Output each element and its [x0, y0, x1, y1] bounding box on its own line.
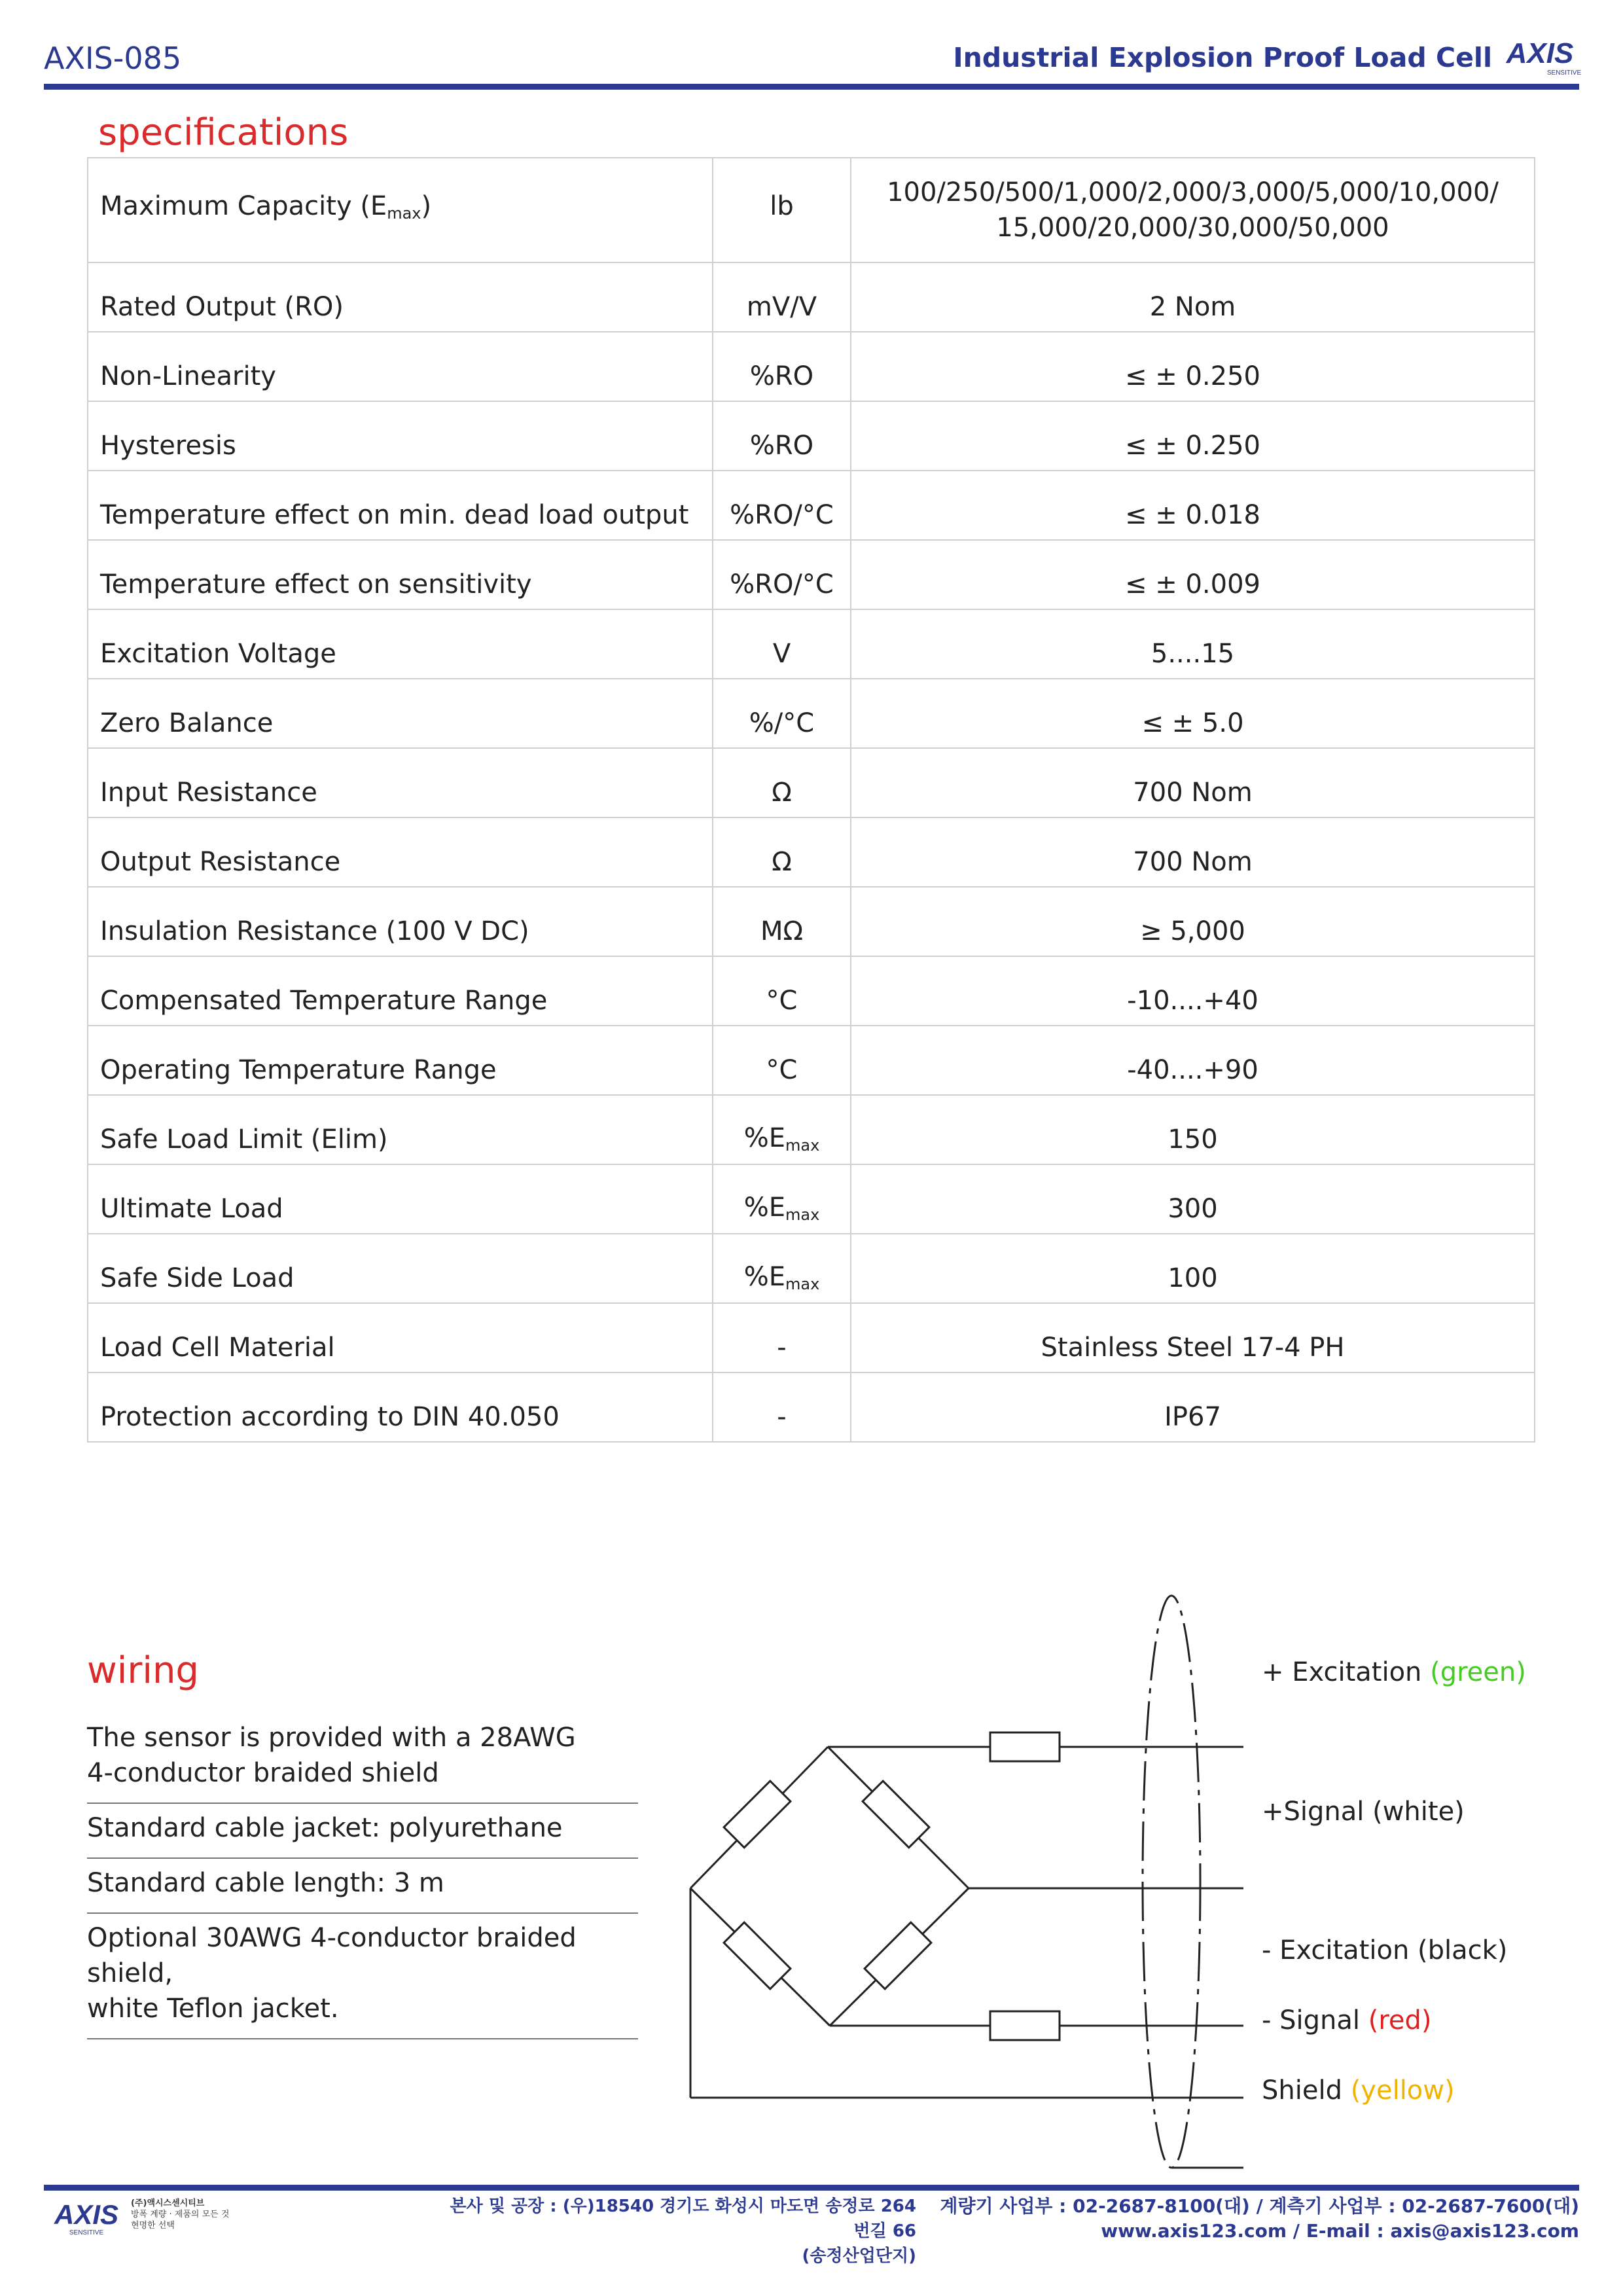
footer-address: [438, 2194, 916, 2269]
bridge-edge-bottom-right: [830, 1888, 969, 2026]
spec-row: [88, 1303, 1535, 1372]
wire-label: - Excitation (black): [1262, 1935, 1508, 1965]
spec-row: [88, 1095, 1535, 1164]
spec-unit: °C: [713, 1026, 851, 1095]
spec-label: Ultimate Load: [88, 1164, 713, 1234]
spec-label: Protection according to DIN 40.050: [88, 1372, 713, 1442]
spec-row: [88, 679, 1535, 748]
spec-value: 700 Nom: [851, 748, 1535, 817]
spec-label: Output Resistance: [88, 817, 713, 887]
spec-row: [88, 471, 1535, 540]
spec-row: [88, 609, 1535, 679]
spec-unit: %RO: [713, 401, 851, 471]
spec-value: 5....15: [851, 609, 1535, 679]
spec-unit: V: [713, 609, 851, 679]
spec-row: [88, 1164, 1535, 1234]
phone-line: 계량기 사업부 : 02-2687-8100(대) / 계측기 사업부 : 02-2687-7600(대): [940, 2195, 1579, 2217]
spec-unit: Ω: [713, 748, 851, 817]
spec-unit: %RO/°C: [713, 540, 851, 609]
spec-value: ≥ 5,000: [851, 887, 1535, 956]
spec-value: ≤ ± 0.009: [851, 540, 1535, 609]
logo-text: AXIS: [1506, 38, 1574, 69]
spec-unit: %/°C: [713, 679, 851, 748]
wire-label: Shield (yellow): [1262, 2075, 1455, 2106]
bridge-resistor: [863, 1781, 929, 1848]
model-number: AXIS-085: [44, 41, 182, 76]
spec-row: [88, 401, 1535, 471]
spec-row: [88, 1372, 1535, 1442]
spec-unit: %RO: [713, 332, 851, 401]
spec-value: ≤ ± 0.250: [851, 401, 1535, 471]
spec-value: 150: [851, 1095, 1535, 1164]
spec-row: [88, 262, 1535, 332]
spec-unit: -: [713, 1303, 851, 1372]
braided-shield-outline: [1143, 1596, 1200, 2168]
footer-contact: [940, 2194, 1579, 2244]
company-slogan: 방폭 계량 · 제품의 모든 것: [131, 2210, 230, 2219]
spec-unit: °C: [713, 956, 851, 1026]
spec-label: Safe Side Load: [88, 1234, 713, 1303]
spec-row: [88, 158, 1535, 262]
spec-value: ≤ ± 0.018: [851, 471, 1535, 540]
wire-label: - Signal (red): [1262, 2005, 1432, 2036]
bridge-edge-top-right: [828, 1747, 969, 1888]
spec-label: Operating Temperature Range: [88, 1026, 713, 1095]
spec-label: Maximum Capacity $(E_{max})$: [88, 158, 713, 262]
wiring-note: The sensor is provided with a 28AWG 4-conductor braided shield: [87, 1713, 638, 1804]
company-name: (주)액시스센시티브: [131, 2198, 205, 2208]
series-resistor: [990, 1732, 1060, 1761]
address-line: (송정산업단지): [802, 2246, 916, 2266]
footer-company: [131, 2198, 229, 2231]
spec-row: [88, 1026, 1535, 1095]
wire-label: +Signal (white): [1262, 1797, 1465, 1827]
spec-unit: MΩ: [713, 887, 851, 956]
specifications-title: specifications: [98, 111, 349, 154]
spec-label: Compensated Temperature Range: [88, 956, 713, 1026]
bridge-resistor: [724, 1922, 791, 1989]
bridge-resistor: [724, 1781, 791, 1848]
spec-row: [88, 956, 1535, 1026]
spec-value: -40....+90: [851, 1026, 1535, 1095]
spec-value: IP67: [851, 1372, 1535, 1442]
spec-label: Insulation Resistance (100 V DC): [88, 887, 713, 956]
spec-value: ≤ ± 5.0: [851, 679, 1535, 748]
wiring-notes: [87, 1713, 638, 2039]
bridge-edge-top-left: [690, 1747, 828, 1888]
header-rule: [44, 84, 1579, 90]
spec-value: -10....+40: [851, 956, 1535, 1026]
spec-value: Stainless Steel 17-4 PH: [851, 1303, 1535, 1372]
spec-label: Excitation Voltage: [88, 609, 713, 679]
spec-label: Input Resistance: [88, 748, 713, 817]
spec-label: Zero Balance: [88, 679, 713, 748]
wiring-title: wiring: [87, 1649, 199, 1692]
footer-axis-logo: [44, 2200, 129, 2236]
spec-value: 100/250/500/1,000/2,000/3,000/5,000/10,000/ 15,000/20,000/30,000/50,000: [851, 158, 1535, 262]
wire-color-name: (green): [1430, 1657, 1526, 1687]
spec-unit: lb: [713, 158, 851, 262]
document-title: Industrial Explosion Proof Load Cell: [953, 42, 1492, 73]
spec-value: 2 Nom: [851, 262, 1535, 332]
spec-label: Hysteresis: [88, 401, 713, 471]
spec-label: Temperature effect on sensitivity: [88, 540, 713, 609]
specifications-table: [87, 157, 1535, 1443]
spec-unit: Ω: [713, 817, 851, 887]
spec-value: 100: [851, 1234, 1535, 1303]
spec-row: [88, 748, 1535, 817]
spec-unit: $\%E_{max}$: [713, 1095, 851, 1164]
spec-unit: -: [713, 1372, 851, 1442]
wiring-note: Optional 30AWG 4-conductor braided shield, white Teflon jacket.: [87, 1914, 638, 2039]
wire-color-name: (yellow): [1350, 2075, 1455, 2106]
address-line: 본사 및 공장 : (우)18540 경기도 화성시 마도면 송정로 264번길 66: [450, 2197, 916, 2241]
spec-value: 700 Nom: [851, 817, 1535, 887]
spec-row: [88, 817, 1535, 887]
spec-row: [88, 887, 1535, 956]
spec-row: [88, 332, 1535, 401]
footer-logo-text: AXIS: [54, 2200, 119, 2230]
wiring-note: Standard cable jacket: polyurethane: [87, 1804, 638, 1859]
footer-logo-subtext: SENSITIVE: [69, 2229, 104, 2236]
spec-row: [88, 1234, 1535, 1303]
company-slogan-2: 현명한 선택: [131, 2221, 175, 2231]
spec-unit: $\%E_{max}$: [713, 1164, 851, 1234]
spec-value: ≤ ± 0.250: [851, 332, 1535, 401]
spec-label: Non-Linearity: [88, 332, 713, 401]
wiring-note: Standard cable length: 3 m: [87, 1859, 638, 1914]
spec-label: Temperature effect on min. dead load output: [88, 471, 713, 540]
spec-label: Rated Output (RO): [88, 262, 713, 332]
wire-color-name: (red): [1368, 2005, 1432, 2036]
bridge-resistor: [865, 1922, 931, 1989]
spec-value: 300: [851, 1164, 1535, 1234]
logo-subtext: SENSITIVE: [1546, 69, 1581, 77]
spec-row: [88, 540, 1535, 609]
spec-label: Safe Load Limit (Elim): [88, 1095, 713, 1164]
series-resistor: [990, 2011, 1060, 2040]
spec-unit: %RO/°C: [713, 471, 851, 540]
web-email-line: www.axis123.com / E-mail : axis@axis123.com: [1101, 2220, 1579, 2242]
spec-label: Load Cell Material: [88, 1303, 713, 1372]
wire-label: + Excitation (green): [1262, 1657, 1526, 1687]
spec-unit: mV/V: [713, 262, 851, 332]
axis-logo: [1499, 38, 1581, 77]
bridge-edge-bottom-left: [690, 1888, 830, 2026]
footer-rule: [44, 2185, 1579, 2191]
spec-unit: $\%E_{max}$: [713, 1234, 851, 1303]
